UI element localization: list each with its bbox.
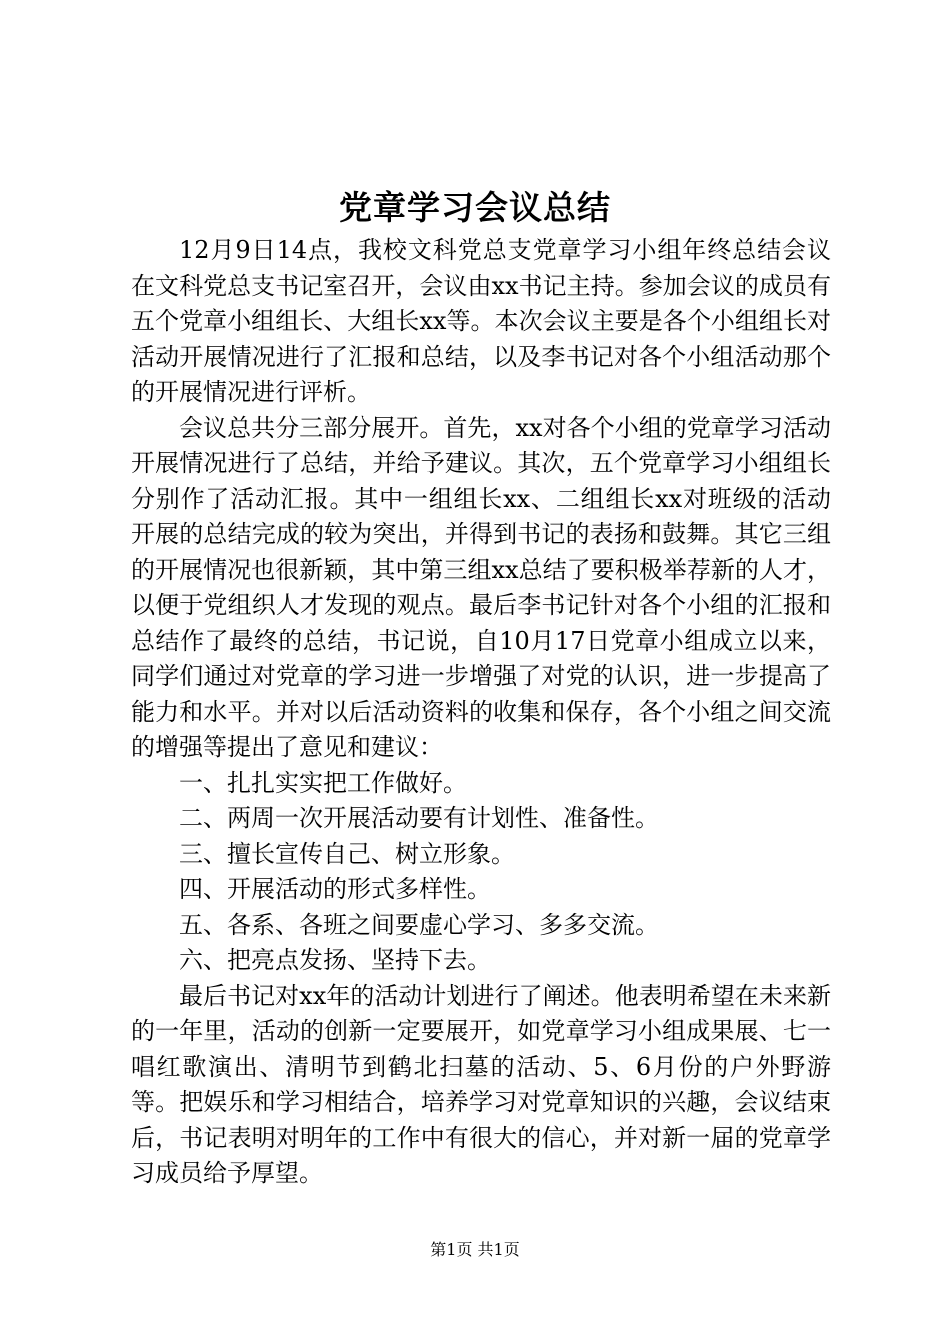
list-item-4: 四、开展活动的形式多样性。 <box>179 875 491 903</box>
paragraph-intro: 12月9日14点，我校文科党总支党章学习小组年终总结会议在文科党总支书记室召开，会议由xx书记主持。参加会议的成员有五个党章小组组长、大组长xx等。本次会议主要是各个小组组长对活动开展情况进行了汇报和总结，以及李书记对各个小组活动那个的开展情况进行评析。 <box>131 236 831 406</box>
list-item-1: 一、扎扎实实把工作做好。 <box>179 768 467 797</box>
paragraph-meeting-parts: 会议总共分三部分展开。首先，xx对各个小组的党章学习活动开展情况进行了总结，并给予建议。其次，五个党章学习小组组长分别作了活动汇报。其中一组组长xx、二组组长xx对班级的活动开展的总结完成的较为突出，并得到书记的表扬和鼓舞。其它三组的开展情况也很新颖，其中第三组xx总结了要积极举荐新的人才，以便于党组织人才发现的观点。最后李书记针对各个小组的汇报和总结作了最终的总结，书记说，自10月17日党章小组成立以来，同学们通过对党章的学习进一步增强了对党的认识，进一步提高了能力和水平。并对以后活动资料的收集和保存，各个小组之间交流的增强等提出了意见和建议： <box>131 413 831 761</box>
list-item-6: 六、把亮点发扬、坚持下去。 <box>179 946 491 974</box>
page-footer: 第1页 共1页 <box>430 1240 520 1259</box>
list-item-5: 五、各系、各班之间要虚心学习、多多交流。 <box>179 910 659 939</box>
document-title: 党章学习会议总结 <box>339 188 611 227</box>
list-item-2: 二、两周一次开展活动要有计划性、准备性。 <box>179 804 659 832</box>
document-body <box>131 233 831 1192</box>
list-item-3: 三、擅长宣传自己、树立形象。 <box>179 839 515 868</box>
paragraph-conclusion: 最后书记对xx年的活动计划进行了阐述。他表明希望在未来新的一年里，活动的创新一定要展开，如党章学习小组成果展、七一唱红歌演出、清明节到鹤北扫墓的活动、5、6月份的户外野游等。把娱乐和学习相结合，培养学习对党章知识的兴趣，会议结束后，书记表明对明年的工作中有很大的信心，并对新一届的党章学习成员给予厚望。 <box>131 981 831 1187</box>
